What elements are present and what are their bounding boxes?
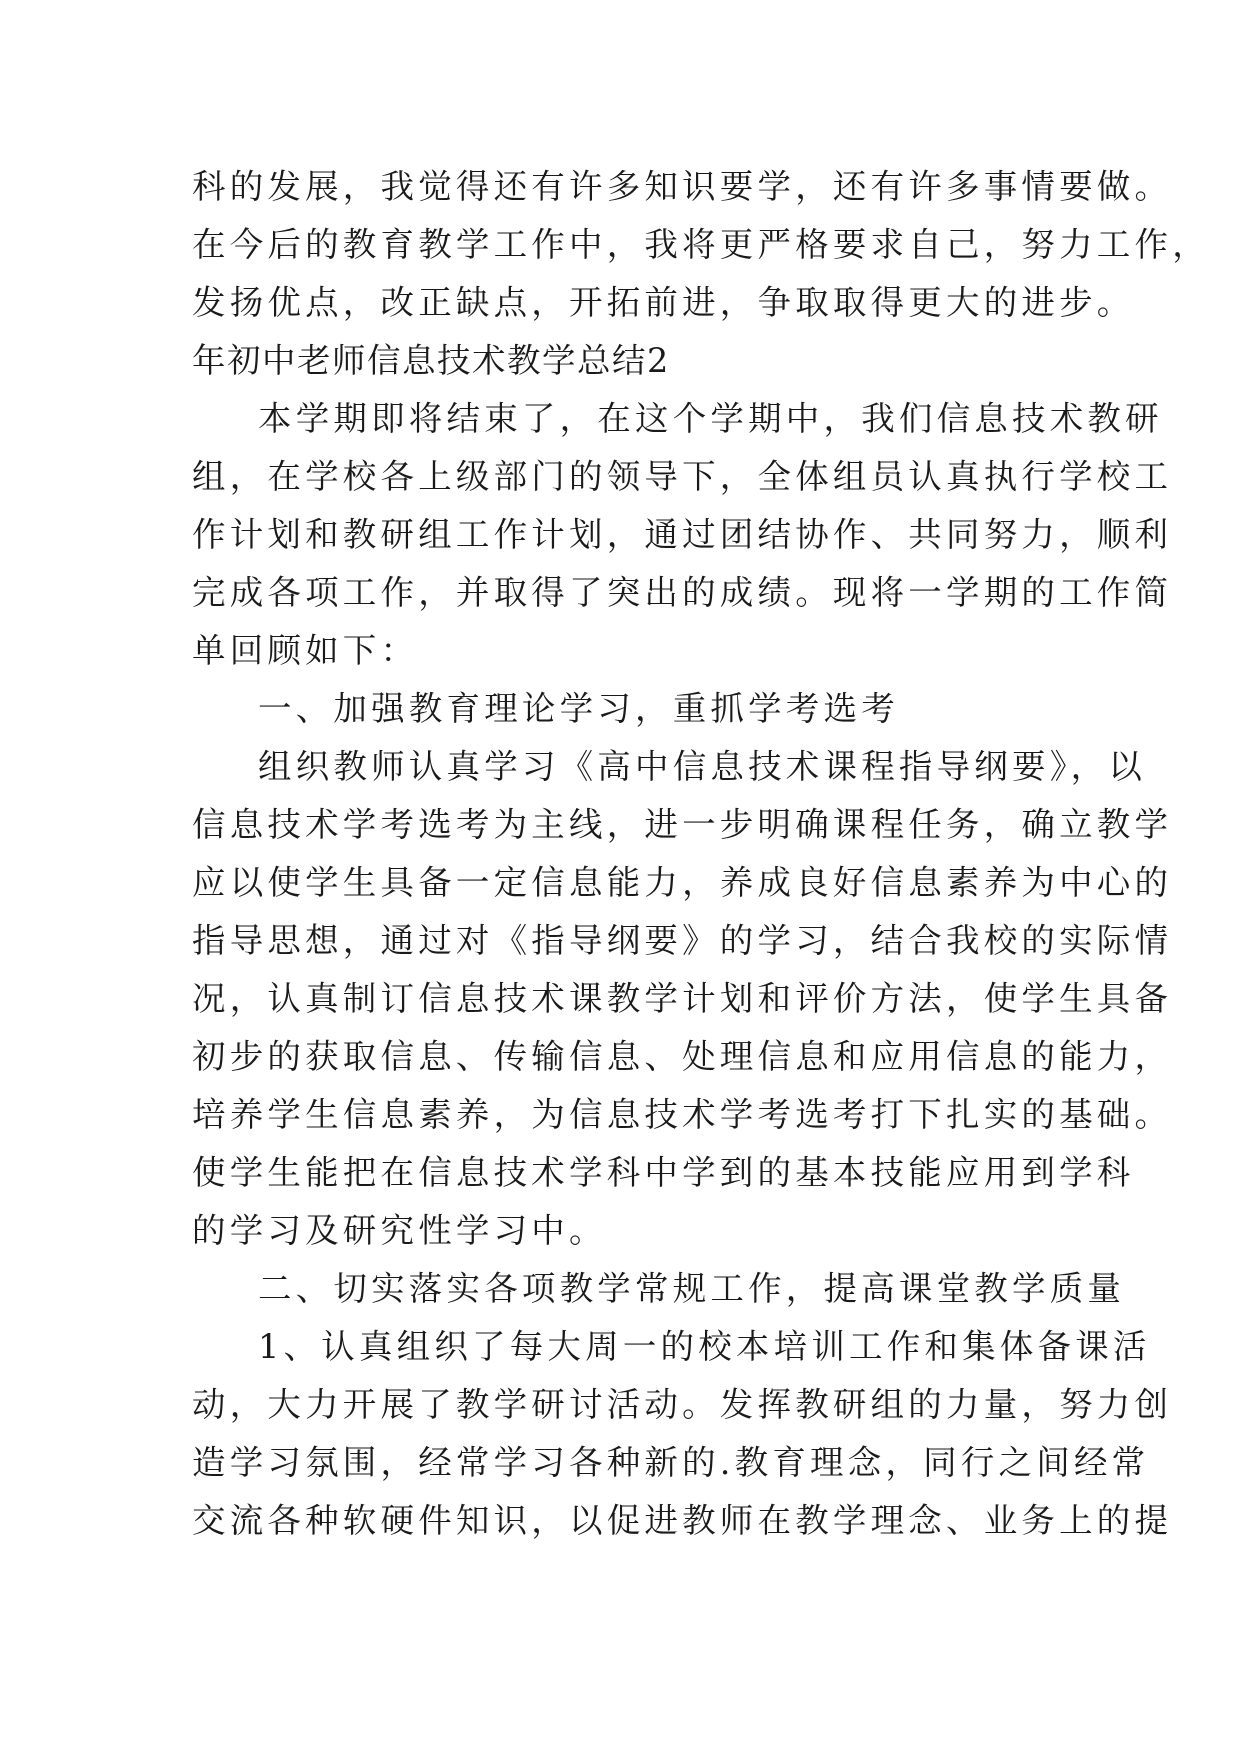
text-line: 作计划和教研组工作计划，通过团结协作、共同努力，顺利 (192, 515, 1173, 554)
text-line: 指导思想，通过对《指导纲要》的学习，结合我校的实际情 (192, 921, 1173, 960)
text-line: 在今后的教育教学工作中，我将更严格要求自己，努力工作， (192, 225, 1210, 264)
text-line: 组织教师认真学习《高中信息技术课程指导纲要》，以 (258, 747, 1147, 786)
text-line: 发扬优点，改正缺点，开拓前进，争取取得更大的进步。 (192, 283, 1135, 322)
document-body (192, 158, 1210, 1550)
subheading: 二、切实落实各项教学常规工作，提高课堂教学质量 (258, 1269, 1126, 1308)
text-line: 单回顾如下： (192, 631, 419, 670)
text-line: 况，认真制订信息技术课教学计划和评价方法，使学生具备 (192, 979, 1173, 1018)
text-line: 交流各种软硬件知识，以促进教师在教学理念、业务上的提 (192, 1501, 1173, 1540)
text-line: 科的发展，我觉得还有许多知识要学，还有许多事情要做。 (192, 167, 1173, 206)
text-line: 本学期即将结束了，在这个学期中，我们信息技术教研 (258, 399, 1163, 438)
text-line: 动，大力开展了教学研讨活动。发挥教研组的力量，努力创 (192, 1385, 1173, 1424)
text-line: 造学习氛围，经常学习各种新的.教育理念，同行之间经常 (192, 1443, 1150, 1482)
subheading: 一、加强教育理论学习，重抓学考选考 (258, 689, 899, 728)
text-line: 培养学生信息素养，为信息技术学考选考打下扎实的基础。 (192, 1095, 1173, 1134)
text-line: 应以使学生具备一定信息能力，养成良好信息素养为中心的 (192, 863, 1173, 902)
text-line: 组，在学校各上级部门的领导下，全体组员认真执行学校工 (192, 457, 1173, 496)
text-line: 使学生能把在信息技术学科中学到的基本技能应用到学科 (192, 1153, 1135, 1192)
text-line: 的学习及研究性学习中。 (192, 1211, 607, 1250)
text-line: 初步的获取信息、传输信息、处理信息和应用信息的能力， (192, 1037, 1173, 1076)
text-line: 信息技术学考选考为主线，进一步明确课程任务，确立教学 (192, 805, 1173, 844)
text-line: 1、认真组织了每大周一的校本培训工作和集体备课活 (258, 1327, 1151, 1366)
section-title: 年初中老师信息技术教学总结2 (192, 341, 670, 380)
text-line: 完成各项工作，并取得了突出的成绩。现将一学期的工作简 (192, 573, 1173, 612)
